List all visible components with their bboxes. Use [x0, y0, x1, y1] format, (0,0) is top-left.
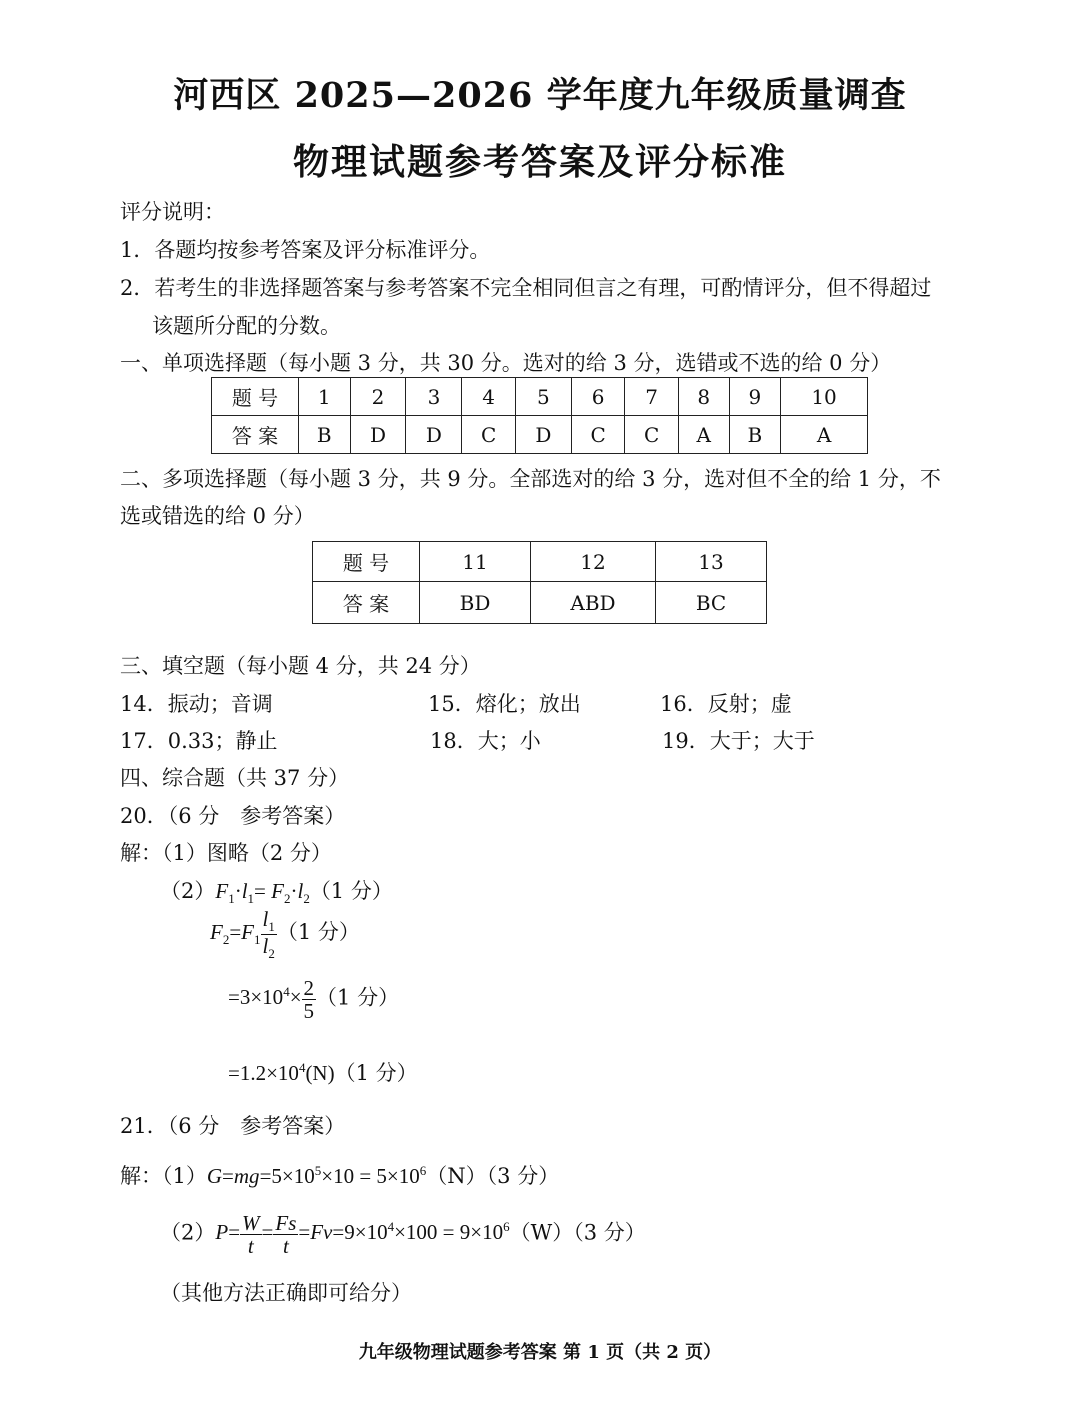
result: $=1.2\times 10^4(N)$	[228, 1060, 335, 1085]
page-title: 河西区 2025—2026 学年度九年级质量调查	[173, 75, 907, 116]
table-row-label: 题 号	[212, 378, 299, 416]
part-marker: （2）	[160, 879, 216, 903]
q20-part1: 解：（1）图略（2 分）	[120, 841, 332, 865]
section-2-heading-cont: 选或错选的给 0 分）	[120, 504, 315, 528]
section-1-heading: 一、单项选择题（每小题 3 分，共 30 分。选对的给 3 分，选错或不选的给 0 分）	[120, 351, 892, 375]
question-number: 12	[531, 542, 656, 582]
answer-cell: A	[781, 416, 868, 454]
part-marker: 解：（1）	[120, 1164, 207, 1188]
question-number: 1	[299, 378, 351, 416]
part-marker: （2）	[160, 1220, 216, 1245]
question-number: 4	[462, 378, 516, 416]
q20-step-substitute	[228, 977, 399, 1022]
f2-expression: $F_2=F_1$ $\frac{l_1}{l_2}$	[210, 907, 275, 962]
answer-17: 17．0.33；静止	[120, 729, 278, 753]
note-item-1: 1．各题均按参考答案及评分标准评分。	[120, 238, 491, 262]
score: （1 分）	[276, 920, 360, 945]
question-number: 9	[729, 378, 781, 416]
answer-cell: BD	[420, 582, 531, 624]
notes-heading: 评分说明：	[120, 200, 225, 224]
answer-cell: C	[571, 416, 625, 454]
answer-cell: D	[515, 416, 571, 454]
answer-cell: B	[729, 416, 781, 454]
fraction: $\frac{l_1}{l_2}$	[262, 907, 275, 962]
page-subtitle: 物理试题参考答案及评分标准	[292, 141, 787, 183]
question-number: 11	[420, 542, 531, 582]
power-equation: P= $\frac{W}{t}$ = $\frac{Fs}{t}$ $=Fv=9\times 10^4\times 100 = 9\times 10^6$	[215, 1211, 510, 1259]
answer-cell: D	[406, 416, 462, 454]
gravity-equation: $G=mg=5\times 10^5\times 10 = 5\times 10^6$	[206, 1163, 427, 1188]
section-4-heading: 四、综合题（共 37 分）	[120, 766, 350, 790]
answer-cell: BC	[656, 582, 767, 624]
answer-16: 16．反射；虚	[660, 692, 792, 716]
score: （1 分）	[334, 1061, 418, 1085]
section-2-heading: 二、多项选择题（每小题 3 分，共 9 分。全部选对的给 3 分，选对但不全的给 1 分，不	[120, 467, 941, 491]
answer-19: 19．大于；大于	[662, 729, 815, 753]
q20-part2-formula	[160, 875, 393, 907]
single-choice-table	[211, 377, 868, 454]
question-number: 10	[781, 378, 868, 416]
answer-cell: D	[350, 416, 406, 454]
q21-part2: （2）P= $\frac{W}{t}$ = $\frac{Fs}{t}$ $=Fv=9\times 10^4\times 100 = 9\times 10^6(W)(3$ 分）	[160, 1211, 646, 1259]
answer-18: 18．大；小	[430, 729, 541, 753]
q21-label: 21．（6 分 参考答案）	[120, 1114, 346, 1138]
fraction: $\frac{2}{5}$	[303, 976, 315, 1024]
fraction: $\frac{Fs}{t}$	[275, 1211, 297, 1259]
answer-cell: C	[462, 416, 516, 454]
question-number: 3	[406, 378, 462, 416]
answer-cell: A	[678, 416, 729, 454]
table-row-label: 答 案	[212, 416, 299, 454]
lever-balance-equation: $F_1\cdot l_1= F_2\cdot l_2$	[215, 879, 310, 907]
q21-part1: 解：$(1)G=mg=5\times 10^5\times 10 = 5\times 10^6(N)(3$ 分）	[120, 1163, 560, 1188]
table-row-label: 题 号	[313, 542, 420, 582]
question-number: 2	[350, 378, 406, 416]
answer-14: 14．振动；音调	[120, 692, 273, 716]
q20-step-result	[228, 1057, 418, 1087]
answer-15: 15．熔化；放出	[428, 692, 581, 716]
score: （1 分）	[316, 985, 400, 1010]
multi-choice-table	[312, 541, 767, 624]
note-item-2: 2．若考生的非选择题答案与参考答案不完全相同但言之有理，可酌情评分，但不得超过	[120, 276, 932, 300]
fraction: $\frac{W}{t}$	[242, 1211, 260, 1259]
answer-cell: ABD	[531, 582, 656, 624]
score: （1 分）	[309, 879, 393, 903]
substitution: $=3\times 10^4\times$ $\frac{2}{5}$	[228, 976, 315, 1024]
question-number: 5	[515, 378, 571, 416]
note-item-2-cont: 该题所分配的分数。	[152, 314, 341, 338]
section-3-heading: 三、填空题（每小题 4 分，共 24 分）	[120, 654, 481, 678]
q21-note: （其他方法正确即可给分）	[160, 1281, 412, 1305]
question-number: 13	[656, 542, 767, 582]
question-number: 8	[678, 378, 729, 416]
page-footer: 九年级物理试题参考答案 第 1 页（共 2 页）	[358, 1342, 722, 1363]
answer-cell: B	[299, 416, 351, 454]
question-number: 6	[571, 378, 625, 416]
question-number: 7	[625, 378, 679, 416]
table-row-label: 答 案	[313, 582, 420, 624]
q20-step-f2	[210, 908, 360, 961]
answer-cell: C	[625, 416, 679, 454]
q20-label: 20．（6 分 参考答案）	[120, 804, 346, 828]
